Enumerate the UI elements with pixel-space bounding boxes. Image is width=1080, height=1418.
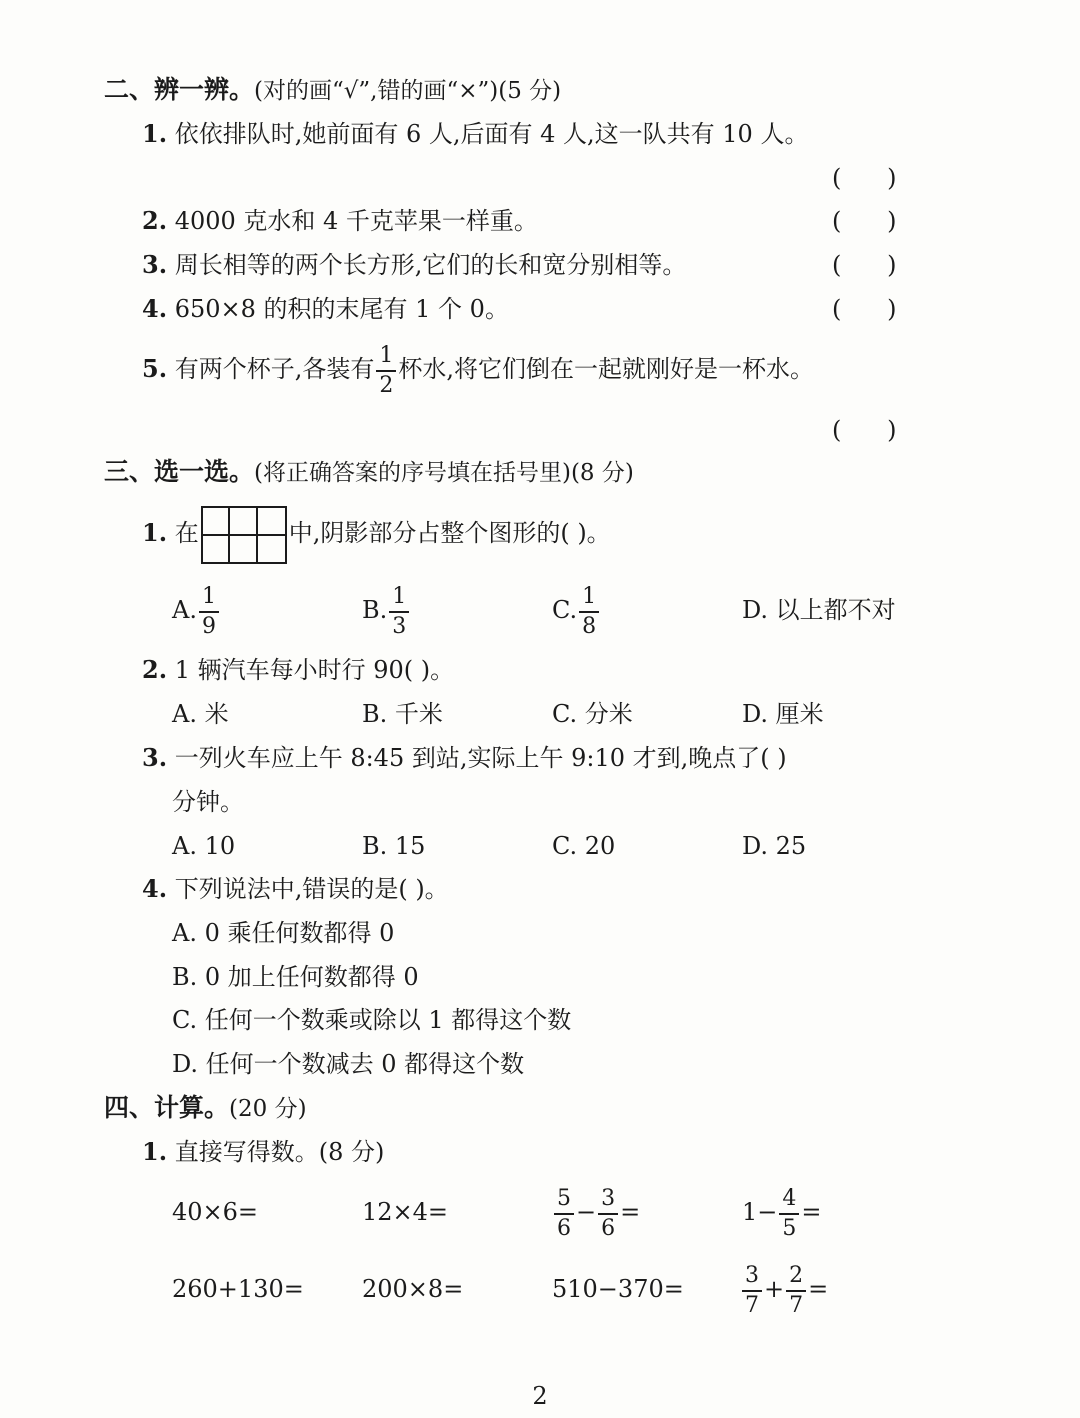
fraction-denominator: 5 — [782, 1215, 797, 1241]
fraction-denominator: 7 — [789, 1292, 804, 1318]
option-label: C. — [552, 596, 578, 624]
grid-figure — [201, 506, 287, 564]
option-label: B. — [362, 596, 388, 624]
fraction-numerator: 4 — [779, 1188, 799, 1215]
answer-blank-2-4[interactable]: ( ) — [832, 295, 897, 323]
option-d[interactable]: D. 任何一个数减去 0 都得这个数 — [172, 1050, 525, 1078]
grid-line — [203, 534, 285, 536]
fraction-numerator: 1 — [579, 586, 599, 613]
section3-q4 — [142, 873, 449, 905]
option-c[interactable]: C. 任何一个数乘或除以 1 都得这个数 — [172, 1006, 572, 1034]
operator: + — [764, 1275, 785, 1303]
calc-item[interactable]: 200×8= — [362, 1275, 464, 1303]
calc-item[interactable]: 12×4= — [362, 1198, 449, 1226]
question-number: 3. — [142, 743, 168, 772]
option-a[interactable]: A. 10 — [172, 832, 236, 860]
calc-item[interactable] — [552, 1182, 640, 1242]
section3-title: 三、选一选。 — [104, 457, 255, 486]
fraction-denominator: 7 — [745, 1292, 759, 1318]
item-text: 650×8 的积的末尾有 1 个 0。 — [174, 295, 509, 323]
option-label: A. — [172, 596, 197, 624]
option-label: D. — [742, 596, 769, 624]
calc-item[interactable] — [742, 1182, 822, 1242]
section3-heading — [104, 456, 634, 489]
section2-item-1 — [142, 118, 808, 150]
question-text-after[interactable]: 中,阴影部分占整个图形的( )。 — [288, 519, 611, 547]
item-number: 2. — [142, 206, 168, 235]
equals-sign: = — [801, 1198, 822, 1226]
item-text-before: 有两个杯子,各装有 — [174, 355, 375, 383]
operator: − — [576, 1198, 597, 1226]
option-d[interactable]: D. 厘米 — [742, 700, 824, 728]
fraction-denominator: 6 — [557, 1215, 571, 1241]
fraction-denominator: 2 — [379, 372, 394, 398]
option-c[interactable]: C. 分米 — [552, 700, 633, 728]
question-number: 2. — [142, 655, 168, 684]
section2-item-2 — [142, 205, 538, 237]
section2-item-5 — [142, 340, 814, 398]
option-b[interactable]: B. 千米 — [362, 700, 443, 728]
question-text: 1 辆汽车每小时行 90( )。 — [174, 656, 455, 684]
option-c[interactable]: C. 20 — [552, 832, 616, 860]
option-c[interactable] — [552, 580, 601, 640]
option-d[interactable]: D. 25 — [742, 832, 807, 860]
item-text: 4000 克水和 4 千克苹果一样重。 — [174, 207, 538, 235]
page-number: 2 — [532, 1382, 548, 1410]
section2-heading — [104, 74, 561, 107]
section2-title: 二、辨一辨。 — [104, 75, 255, 104]
option-a[interactable]: A. 0 乘任何数都得 0 — [172, 919, 395, 947]
calc-item[interactable]: 510−370= — [552, 1275, 684, 1303]
fraction-denominator: 6 — [601, 1215, 616, 1241]
section3-q2 — [142, 654, 454, 686]
fraction — [742, 1262, 762, 1318]
option-a[interactable]: A. 米 — [172, 700, 229, 728]
section4-sub1 — [142, 1136, 384, 1168]
option-b[interactable]: B. 0 加上任何数都得 0 — [172, 963, 419, 991]
item-text: 依依排队时,她前面有 6 人,后面有 4 人,这一队共有 10 人。 — [174, 120, 809, 148]
fraction — [779, 1185, 799, 1241]
item-number: 1. — [142, 119, 168, 148]
item-text-after: 杯水,将它们倒在一起就刚好是一杯水。 — [398, 355, 814, 383]
option-text: 以上都不对 — [775, 596, 896, 624]
fraction-denominator: 8 — [582, 613, 597, 639]
section2-item-3 — [142, 249, 686, 281]
fraction-numerator: 3 — [598, 1188, 618, 1215]
option-b[interactable]: B. 15 — [362, 832, 426, 860]
question-number: 1. — [142, 518, 168, 547]
answer-blank-2-5[interactable]: ( ) — [832, 416, 897, 444]
option-d[interactable] — [742, 580, 896, 640]
question-number: 4. — [142, 874, 168, 903]
item-number: 4. — [142, 294, 168, 323]
item-text: 周长相等的两个长方形,它们的长和宽分别相等。 — [174, 251, 687, 279]
section3-q3 — [142, 742, 787, 774]
section2-item-4 — [142, 293, 509, 325]
option-b[interactable] — [362, 580, 411, 640]
calc-item[interactable]: 260+130= — [172, 1275, 304, 1303]
equals-sign: = — [620, 1198, 641, 1226]
fraction — [389, 583, 409, 639]
subsection-number: 1. — [142, 1137, 168, 1166]
answer-blank-2-1[interactable]: ( ) — [832, 164, 897, 192]
question-text: 一列火车应上午 8:45 到站,实际上午 9:10 才到,晚点了( ) — [174, 744, 787, 772]
fraction — [579, 583, 599, 639]
option-a[interactable] — [172, 580, 221, 640]
calc-item[interactable]: 40×6= — [172, 1198, 259, 1226]
fraction — [199, 583, 219, 639]
section4-instruction: (20 分) — [229, 1096, 307, 1122]
fraction — [554, 1185, 574, 1241]
fraction-denominator: 9 — [201, 613, 216, 639]
section4-heading — [104, 1092, 307, 1125]
item-number: 5. — [142, 354, 168, 383]
calc-item[interactable] — [740, 1259, 828, 1319]
subsection-text: 直接写得数。(8 分) — [174, 1138, 385, 1166]
question-text-line2: 分钟。 — [172, 788, 244, 816]
fraction-numerator: 5 — [554, 1188, 574, 1215]
fraction-numerator: 3 — [742, 1265, 762, 1292]
item-number: 3. — [142, 250, 168, 279]
fraction — [786, 1262, 806, 1318]
fraction-numerator: 2 — [786, 1265, 806, 1292]
fraction-numerator: 1 — [199, 586, 219, 613]
fraction-numerator: 1 — [389, 586, 409, 613]
operand: 1− — [742, 1198, 778, 1226]
fraction-numerator: 1 — [376, 345, 396, 372]
question-text-before: 在 — [174, 519, 199, 547]
answer-blank-2-2[interactable]: ( ) — [832, 207, 897, 235]
section4-title: 四、计算。 — [104, 1093, 230, 1122]
answer-blank-2-3[interactable]: ( ) — [832, 251, 897, 279]
question-text: 下列说法中,错误的是( )。 — [174, 875, 449, 903]
equals-sign: = — [808, 1275, 829, 1303]
fraction — [376, 342, 396, 398]
section3-instruction: (将正确答案的序号填在括号里)(8 分) — [254, 460, 634, 486]
fraction — [598, 1185, 618, 1241]
section2-instruction: (对的画“√”,错的画“×”)(5 分) — [254, 78, 562, 104]
fraction-denominator: 3 — [392, 613, 407, 639]
section3-q1 — [142, 502, 611, 564]
